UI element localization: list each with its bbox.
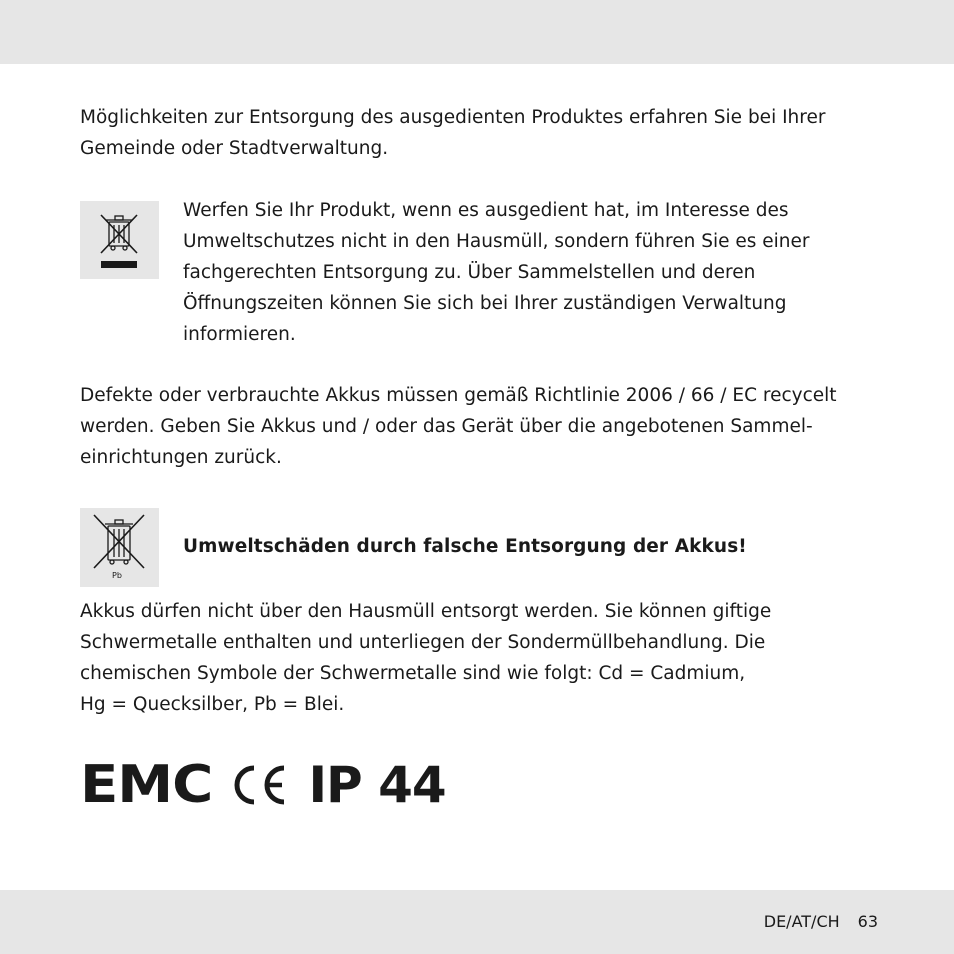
certification-marks bbox=[80, 755, 446, 815]
page-number: 63 bbox=[857, 912, 878, 931]
page-footer bbox=[764, 912, 878, 931]
crossed-bin-pb-icon bbox=[80, 508, 159, 587]
header-band bbox=[0, 0, 954, 64]
heavy-metals-paragraph: Akkus dürfen nicht über den Hausmüll entsorgt werden. Sie können giftige Schwermetalle enthalten und unterliegen der Sondermüllbehandlung. Die chemischen Symbole der Schwermetalle sind wie folgt: Cd = Cadmium, Hg = Quecksilber, Pb = Blei. bbox=[80, 601, 772, 715]
crossed-bin-icon bbox=[80, 201, 159, 279]
region-label: DE/AT/CH bbox=[763, 912, 840, 931]
ip-rating-mark: IP 44 bbox=[308, 756, 446, 814]
ce-mark-icon bbox=[230, 763, 288, 807]
disposal-info-paragraph: Möglichkeiten zur Entsorgung des ausgedienten Produktes erfahren Sie bei Ihrer Gemeinde oder Stadtverwaltung. bbox=[80, 107, 826, 159]
warning-heading: Umweltschäden durch falsche Entsorgung der Akkus! bbox=[183, 536, 747, 557]
battery-recycling-paragraph: Defekte oder verbrauchte Akkus müssen gemäß Richtlinie 2006 / 66 / EC recycelt werden. Geben Sie Akkus und / oder das Gerät über die angebotenen Sammel- einrichtungen zurück. bbox=[80, 385, 837, 468]
emc-mark: EMC bbox=[80, 755, 213, 815]
disposal-instructions-paragraph: Werfen Sie Ihr Produkt, wenn es ausgedient hat, im Interesse des Umweltschutzes nicht in den Hausmüll, sondern führen Sie es einer fachgerechten Entsorgung zu. Über Sammelstellen und deren Öffnungszeiten können Sie sich bei Ihrer zuständigen Verwaltung informieren. bbox=[183, 200, 810, 345]
battery-pb-label: Pb bbox=[112, 571, 122, 580]
